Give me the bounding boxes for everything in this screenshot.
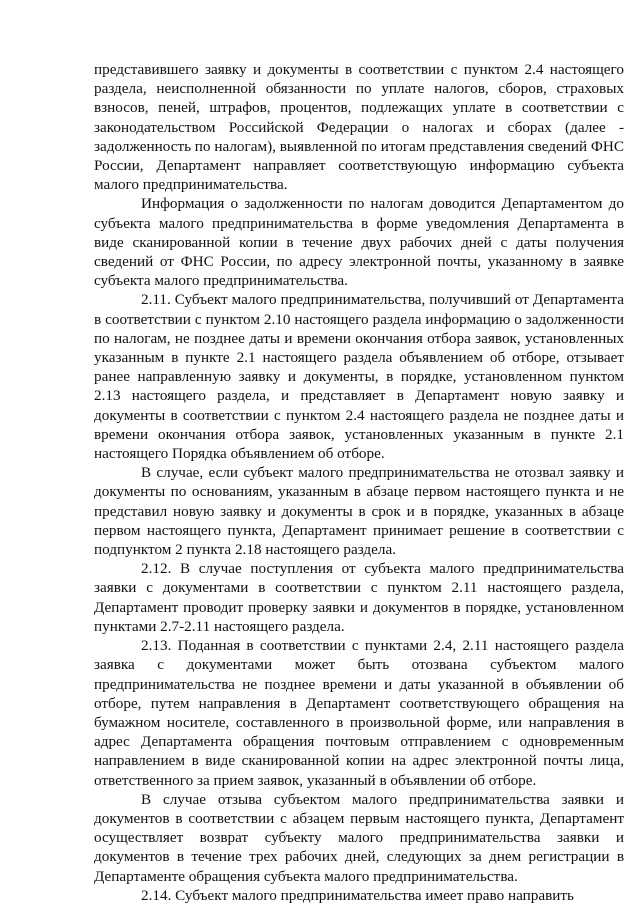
paragraph-clause-2-11: 2.11. Субъект малого предпринимательства, получивший от Департамента в соответствии с пунктом 2.10 настоящего раздела информацию о задолженности по налогам, не позднее даты и времени окончания отбора заявок, установленных указанным в пункте 2.1 настоящего раздела объявлением об отборе, отзывает ранее направленную заявку и документы, в порядке, установленном пунктом 2.13 настоящего раздела, и представляет в Департамент новую заявку и документы в соответствии с пунктом 2.4 настоящего раздела не позднее даты и времени окончания отбора заявок, установленных указанным в пункте 2.1 настоящего Порядка объявлением об отборе. [94,291,624,463]
paragraph-clause-2-13: 2.13. Поданная в соответствии с пунктами 2.4, 2.11 настоящего раздела заявка с документами может быть отозвана субъектом малого предпринимательства не позднее времени и даты указанной в объявлении об отборе, путем направления в Департамент соответствующего обращения на бумажном носителе, составленного в произвольной форме, или направления в адрес Департамента обращения почтовым отправлением с одновременным направлением в виде сканированной копии на адрес электронной почты лица, ответственного за прием заявок, указанный в объявлении об отборе. [94,637,624,789]
paragraph-continuation: представившего заявку и документы в соответствии с пунктом 2.4 настоящего раздела, неисполненной обязанности по уплате налогов, сборов, страховых взносов, пеней, штрафов, процентов, подлежащих уплате в соответствии с законодательством Российской Федерации о налогах и сборах (далее - задолженность по налогам), выявленной по итогам представления сведений ФНС России, Департамент направляет соответствующую информацию субъекта малого предпринимательства. [94,61,624,194]
paragraph-clause-2-12: 2.12. В случае поступления от субъекта малого предпринимательства заявки с документами в соответствии с пунктом 2.11 настоящего раздела, Департамент проводит проверку заявки и документов в порядке, установленном пунктами 2.7-2.11 настоящего раздела. [94,560,624,635]
document-page [94,60,624,905]
paragraph-clause-2-14: 2.14. Субъект малого предпринимательства имеет право направить [141,886,574,904]
paragraph-clause-2-11-case: В случае, если субъект малого предпринимательства не отозвал заявку и документы по основаниям, указанным в абзаце первом настоящего пункта и не представил новую заявку и документы в срок и в порядке, указанных в абзаце первом настоящего пункта, Департамент принимает решение в соответствии с подпунктом 2 пункта 2.18 настоящего раздела. [94,464,624,559]
paragraph-tax-debt-notice: Информация о задолженности по налогам доводится Департаментом до субъекта малого предпринимательства в форме уведомления Департамента в виде сканированной копии в течение двух рабочих дней с даты получения сведений от ФНС России, по адресу электронной почты, указанному в заявке субъекта малого предпринимательства. [94,195,624,290]
paragraph-clause-2-13-case: В случае отзыва субъектом малого предпринимательства заявки и документов в соответствии с абзацем первым настоящего пункта, Департамент осуществляет возврат субъекту малого предпринимательства заявки и документов в течение трех рабочих дней, следующих за днем регистрации в Департаменте обращения субъекта малого предпринимательства. [94,790,624,885]
